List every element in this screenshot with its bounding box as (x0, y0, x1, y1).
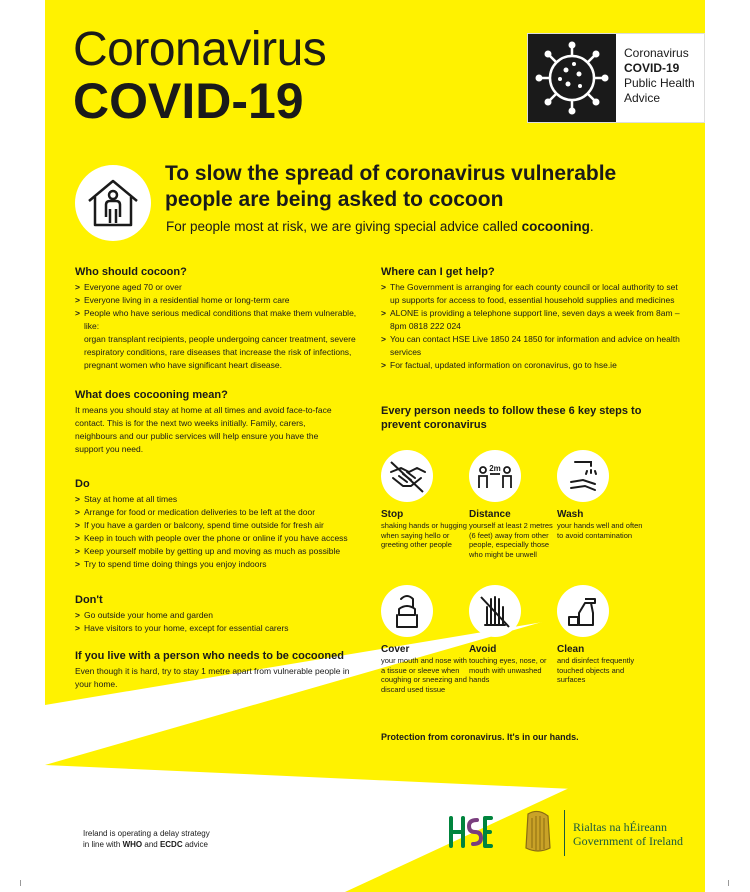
step-text: touching eyes, nose, or mouth with unwashed hands (469, 656, 547, 684)
step-name: Avoid (469, 644, 497, 655)
dont-heading: Don't (75, 594, 103, 606)
list-item: > Everyone living in a residential home or long-term care (75, 294, 365, 307)
no-touch-icon (469, 585, 521, 637)
badge-line4: Advice (624, 91, 661, 105)
do-list (75, 493, 370, 571)
spray-bottle-icon (557, 585, 609, 637)
step-name: Stop (381, 509, 404, 520)
hse-logo (445, 812, 493, 852)
public-health-badge (527, 33, 705, 123)
help-heading: Where can I get help? (381, 266, 495, 278)
step-name: Cover (381, 644, 410, 655)
protection-tagline: Protection from coronavirus. It's in our hands. (381, 732, 579, 742)
who-label: WHO (122, 840, 143, 849)
step-name: Wash (557, 509, 584, 520)
virus-icon (528, 34, 616, 122)
list-item: > You can contact HSE Live 1850 24 1850 for information and advice on health services (381, 333, 681, 359)
step-text: your mouth and nose with a tissue or sleeve when coughing or sneezing and discard used tissue (381, 656, 467, 694)
list-item: > Everyone aged 70 or over (75, 281, 365, 294)
list-item: > Stay at home at all times (75, 493, 370, 506)
delay-strategy-note (83, 828, 210, 850)
who-list (75, 281, 365, 333)
do-section (75, 477, 370, 571)
harp-emblem-icon (520, 808, 556, 856)
step-clean (557, 585, 647, 685)
meaning-body: It means you should stay at home at all times and avoid face-to-face contact. This is for the next two weeks initially. Family, carers, neighbours and our public services will help ensure you have the support you need. (75, 405, 332, 454)
delay-and: and (142, 840, 160, 849)
handwash-icon (557, 450, 609, 502)
list-item: > People who have serious medical conditions that make them vulnerable, like: (75, 307, 365, 333)
list-item: > Have visitors to your home, except for essential carers (75, 622, 365, 635)
list-item: > For factual, updated information on coronavirus, go to hse.ie (381, 359, 681, 372)
meaning-heading: What does cocooning mean? (75, 389, 228, 401)
step-text: yourself at least 2 metres (6 feet) away from other people, especially those who might be unwell (469, 521, 553, 559)
title-light: Coronavirus (73, 23, 327, 76)
list-item: > Try to spend time doing things you enjoy indoors (75, 558, 370, 571)
who-detail: organ transplant recipients, people undergoing cancer treatment, severe respiratory conditions, rare diseases that increase the risk of infections, pregnant women who have significant heart disease. (84, 334, 356, 370)
gov-divider (564, 810, 565, 856)
list-item: > If you have a garden or balcony, spend time outside for fresh air (75, 519, 370, 532)
steps-heading: Every person needs to follow these 6 key steps to prevent coronavirus (381, 405, 642, 431)
gov-english: Government of Ireland (573, 834, 683, 848)
list-item: > Arrange for food or medication deliveries to be left at the door (75, 506, 370, 519)
meaning-section (75, 388, 345, 456)
distance-label: 2m (489, 464, 501, 473)
cough-icon (381, 585, 433, 637)
live-with-body: Even though it is hard, try to stay 1 metre apart from vulnerable people in your home. (75, 666, 350, 689)
step-text: shaking hands or hugging when saying hello or greeting other people (381, 521, 467, 549)
step-stop (381, 450, 471, 550)
step-text: your hands well and often to avoid contamination (557, 521, 643, 540)
house-person-icon (75, 165, 151, 241)
badge-line1: Coronavirus (624, 46, 689, 60)
headline (165, 161, 705, 213)
dont-list (75, 609, 365, 635)
list-item: > ALONE is providing a telephone support line, seven days a week from 8am – 8pm 0818 222 024 (381, 307, 681, 333)
step-distance (469, 450, 559, 559)
who-section (75, 265, 365, 372)
right-column (381, 265, 681, 372)
gov-irish: Rialtas na hÉireann (573, 820, 667, 834)
badge-text (624, 46, 695, 106)
list-item: > Keep in touch with people over the phone or online if you have access (75, 532, 370, 545)
badge-line3: Public Health (624, 76, 695, 90)
government-of-ireland-logo (573, 820, 683, 848)
help-list (381, 281, 681, 372)
headline-line1: To slow the spread of coronavirus vulnerable (165, 162, 617, 185)
subline (166, 219, 594, 234)
delay-line1: Ireland is operating a delay strategy (83, 829, 210, 838)
subline-bold: cocooning (521, 219, 590, 234)
list-item: > The Government is arranging for each county council or local authority to set up supports for access to food, essential household supplies and medicines (381, 281, 681, 307)
step-text: and disinfect frequently touched objects and surfaces (557, 656, 635, 684)
headline-line2: people are being asked to cocoon (165, 188, 504, 211)
badge-line2: COVID-19 (624, 61, 680, 75)
step-avoid (469, 585, 559, 685)
delay-suffix: advice (182, 840, 208, 849)
delay-prefix: in line with (83, 840, 123, 849)
subline-prefix: For people most at risk, we are giving special advice called (166, 219, 522, 234)
who-heading: Who should cocoon? (75, 266, 187, 278)
step-name: Clean (557, 644, 585, 655)
ecdc-label: ECDC (159, 840, 183, 849)
list-item: > Go outside your home and garden (75, 609, 365, 622)
poster (45, 0, 705, 892)
distance-icon (469, 450, 521, 502)
step-name: Distance (469, 509, 511, 520)
list-item: > Keep yourself mobile by getting up and moving as much as possible (75, 545, 370, 558)
live-with-section (75, 649, 365, 691)
dont-section (75, 593, 365, 635)
handshake-icon (381, 450, 433, 502)
subline-suffix: . (589, 219, 594, 234)
step-cover (381, 585, 471, 694)
do-heading: Do (75, 478, 90, 490)
title-bold: COVID-19 (73, 73, 304, 129)
step-wash (557, 450, 647, 540)
live-with-heading: If you live with a person who needs to be cocooned (75, 650, 344, 662)
